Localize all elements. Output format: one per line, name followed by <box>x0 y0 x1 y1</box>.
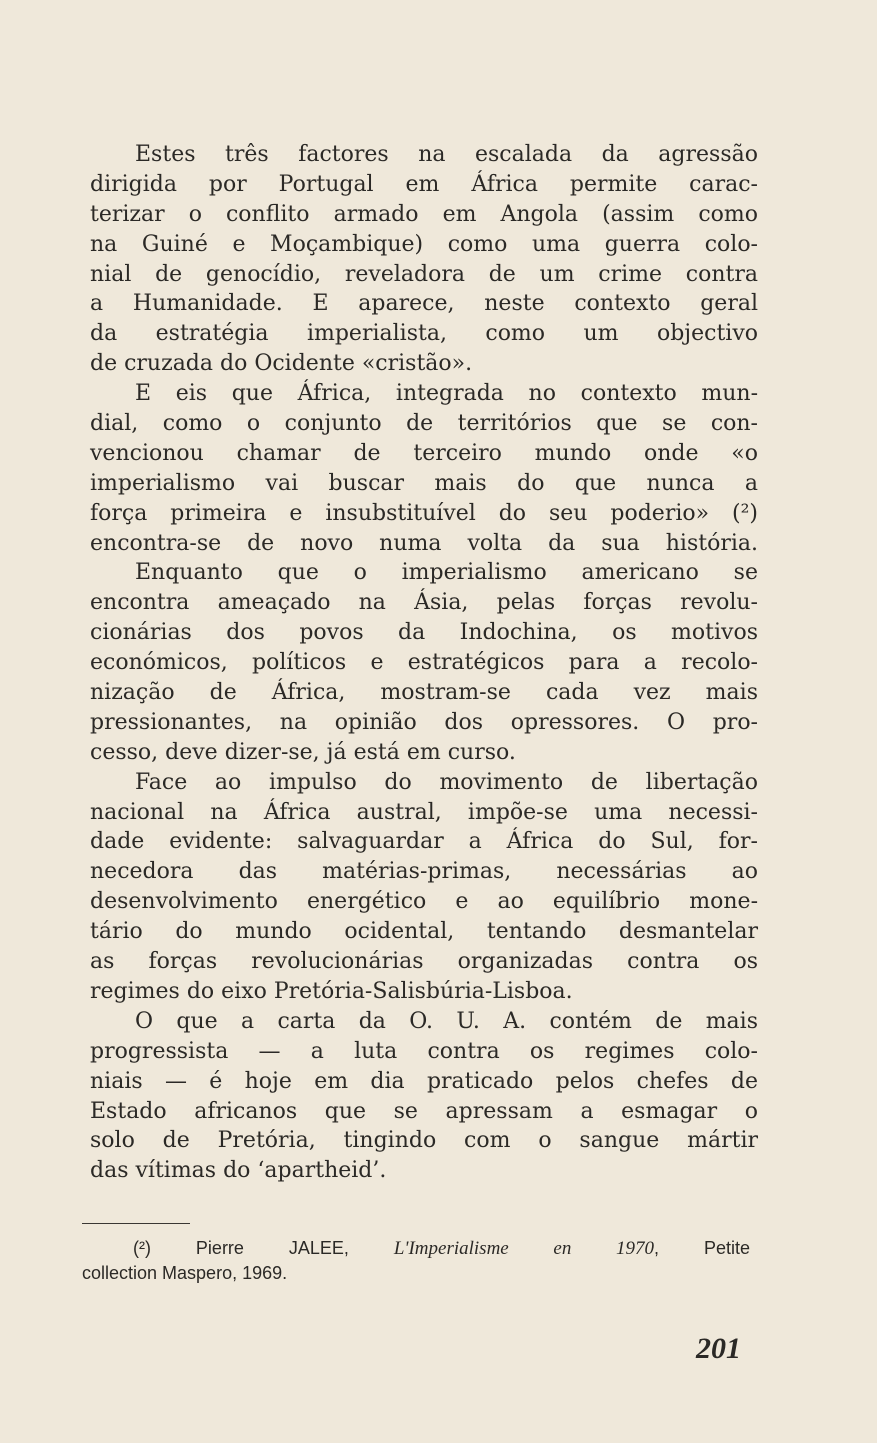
text-line: regimes do eixo Pretória-Salisbúria-Lisboa. <box>90 978 573 1004</box>
text-line: na Guiné e Moçambique) como uma guerra colo- <box>90 231 758 257</box>
footnote-author: Pierre JALEE, <box>195 1238 349 1258</box>
paragraph <box>90 1007 758 1186</box>
text-line: nacional na África austral, impõe-se uma necessi- <box>90 799 758 825</box>
footnote-line-2: collection Maspero, 1969. <box>82 1263 288 1283</box>
footnote-line-1 <box>82 1236 750 1261</box>
text-line: nização de África, mostram-se cada vez mais <box>90 680 758 706</box>
text-line: progressista — a luta contra os regimes colo- <box>90 1038 758 1064</box>
text-line: encontra-se de novo numa volta da sua história. <box>90 530 758 556</box>
text-line: económicos, políticos e estratégicos para a recolo- <box>90 650 758 676</box>
footnote-title: L'Imperialisme en 1970 <box>393 1238 655 1259</box>
text-line: encontra ameaçado na Ásia, pelas forças revolu- <box>90 590 758 616</box>
text-line: da estratégia imperialista, como um objectivo <box>90 321 758 347</box>
text-line: das vítimas do ‘apartheid’. <box>90 1158 387 1184</box>
paragraph <box>90 379 758 558</box>
text-line: O que a carta da O. U. A. contém de mais <box>135 1008 758 1034</box>
footnote-rest: , Petite <box>654 1238 750 1258</box>
paragraph <box>90 558 758 767</box>
text-line: solo de Pretória, tingindo com o sangue mártir <box>90 1128 758 1154</box>
text-line: niais — é hoje em dia praticado pelos chefes de <box>90 1068 758 1094</box>
text-line: de cruzada do Ocidente «cristão». <box>90 351 473 377</box>
text-line: cionárias dos povos da Indochina, os motivos <box>90 620 758 646</box>
text-line: E eis que África, integrada no contexto mun- <box>135 381 758 407</box>
text-line: tário do mundo ocidental, tentando desmantelar <box>90 919 758 945</box>
text-line: Enquanto que o imperialismo americano se <box>135 560 758 586</box>
footnote-rule <box>82 1223 190 1224</box>
footnote-marker: (²) <box>133 1238 151 1258</box>
text-line: dirigida por Portugal em África permite carac- <box>90 171 758 197</box>
text-line: Estes três factores na escalada da agressão <box>135 142 758 167</box>
text-line: dial, como o conjunto de territórios que se con- <box>90 411 758 437</box>
text-line: Face ao impulso do movimento de libertação <box>135 769 758 795</box>
text-line: cesso, deve dizer-se, já está em curso. <box>90 739 516 765</box>
text-line: desenvolvimento energético e ao equilíbrio mone- <box>90 889 758 915</box>
paragraph <box>90 768 758 1007</box>
body-text <box>90 140 758 1186</box>
text-line: necedora das matérias-primas, necessárias ao <box>90 859 758 885</box>
text-line: as forças revolucionárias organizadas contra os <box>90 949 758 975</box>
text-line: dade evidente: salvaguardar a África do Sul, for- <box>90 829 758 855</box>
text-line: imperialismo vai buscar mais do que nunca a <box>90 470 758 496</box>
paragraph <box>90 140 758 379</box>
page-number: 201 <box>696 1332 741 1365</box>
text-line: nial de genocídio, reveladora de um crime contra <box>90 261 758 287</box>
text-line: Estado africanos que se apressam a esmagar o <box>90 1098 758 1124</box>
text-line: pressionantes, na opinião dos opressores. O pro- <box>90 709 758 735</box>
footnote <box>82 1236 750 1286</box>
text-line: a Humanidade. E aparece, neste contexto geral <box>90 291 758 317</box>
text-line: vencionou chamar de terceiro mundo onde «o <box>90 440 758 466</box>
text-line: força primeira e insubstituível do seu poderio» (²) <box>90 500 758 526</box>
text-line: terizar o conflito armado em Angola (assim como <box>90 201 758 227</box>
